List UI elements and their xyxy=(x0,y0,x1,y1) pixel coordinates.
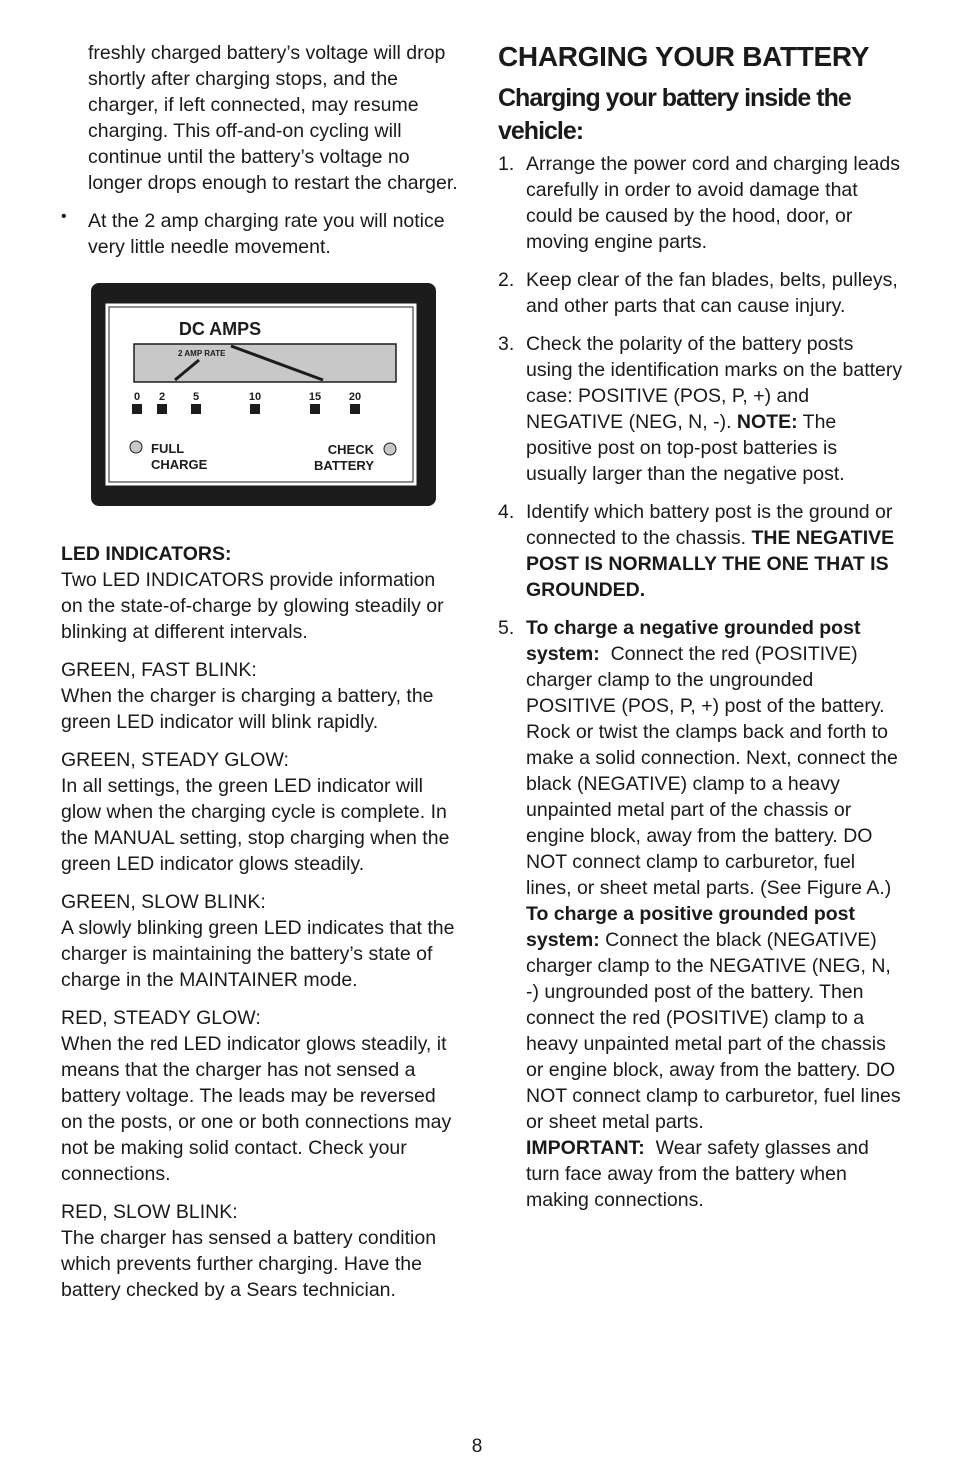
step-text: Arrange the power cord and charging leads carefully in order to avoid damage that could be caused by the hood, door, or moving engine parts. xyxy=(526,153,900,253)
tick-label-10: 10 xyxy=(248,391,262,403)
tick-label-0: 0 xyxy=(133,391,141,403)
indicator-green-fast-blink xyxy=(61,657,461,735)
steps-list xyxy=(498,151,903,1213)
indicator-text: A slowly blinking green LED indicates that the charger is maintaining the battery’s state of charge in the MAINTAINER mode. xyxy=(61,917,455,991)
positive-ground-label: To charge a positive grounded post system: xyxy=(526,903,856,951)
bullet-text: At the 2 amp charging rate you will notice very little needle movement. xyxy=(88,210,445,258)
meter-scale-bar xyxy=(134,344,396,382)
indicator-title: GREEN, SLOW BLINK: xyxy=(61,891,266,913)
page-number: 8 xyxy=(471,1436,483,1457)
positive-ground-text: Connect the black (NEGATIVE) charger clamp to the NEGATIVE (NEG, N, -) ungrounded post of the battery. Then connect the red (POSITIVE) clamp to a heavy unpainted metal part of the chassis or engine block, away from the battery. DO NOT connect clamp to carburetor, fuel lines or sheet metal parts. xyxy=(526,929,901,1133)
indicator-title: RED, SLOW BLINK: xyxy=(61,1201,238,1223)
bullet-dot: • xyxy=(61,208,67,225)
indicator-red-slow-blink xyxy=(61,1199,461,1303)
step-4 xyxy=(498,499,903,603)
rate-label: 2 AMP RATE xyxy=(178,349,226,358)
step-text: Keep clear of the fan blades, belts, pulleys, and other parts that can cause injury. xyxy=(526,269,898,317)
important-text: Wear safety glasses and turn face away from the battery when making connections. xyxy=(526,1137,869,1211)
tick-mark-2 xyxy=(157,404,167,414)
indicator-text: The charger has sensed a battery condition which prevents further charging. Have the battery checked by a Sears technician. xyxy=(61,1227,437,1301)
tick-label-5: 5 xyxy=(192,391,200,403)
step-1 xyxy=(498,151,903,255)
indicator-title: GREEN, FAST BLINK: xyxy=(61,659,257,681)
negative-ground-label: To charge a negative grounded post system: xyxy=(526,617,861,665)
tick-label-2: 2 xyxy=(158,391,166,403)
tick-mark-0 xyxy=(132,404,142,414)
full-charge-label-line1: FULL xyxy=(151,441,185,456)
note-text: The positive post on top-post batteries is usually larger than the negative post. xyxy=(526,411,845,485)
check-battery-label-line2: BATTERY xyxy=(314,458,374,473)
step-number: 2. xyxy=(498,269,515,291)
indicator-green-slow-blink xyxy=(61,889,461,993)
left-column xyxy=(61,40,461,1303)
step-number: 5. xyxy=(498,617,515,639)
tick-mark-5 xyxy=(191,404,201,414)
indicator-text: When the charger is charging a battery, the green LED indicator will blink rapidly. xyxy=(61,685,434,733)
grounded-warning: THE NEGATIVE POST IS NORMALLY THE ONE THAT IS GROUNDED. xyxy=(526,527,895,601)
indicator-title: RED, STEADY GLOW: xyxy=(61,1007,261,1029)
step-text: Identify which battery post is the ground or connected to the chassis. xyxy=(526,501,893,549)
check-battery-led-icon xyxy=(384,443,396,455)
step-number: 1. xyxy=(498,153,515,175)
full-charge-led-icon xyxy=(130,441,142,453)
tick-label-20: 20 xyxy=(348,391,362,403)
tick-label-15: 15 xyxy=(308,391,322,403)
section-subheading: Charging your battery inside the vehicle: xyxy=(498,84,851,145)
meter-svg xyxy=(91,283,436,506)
tick-mark-10 xyxy=(250,404,260,414)
indicator-red-steady-glow xyxy=(61,1005,461,1187)
step-2 xyxy=(498,267,903,319)
section-heading: CHARGING YOUR BATTERY xyxy=(498,41,870,72)
indicator-title: GREEN, STEADY GLOW: xyxy=(61,749,289,771)
led-indicators-intro: Two LED INDICATORS provide information on the state-of-charge by glowing steadily or blinking at different intervals. xyxy=(61,569,444,643)
tick-mark-20 xyxy=(350,404,360,414)
continuation-paragraph: freshly charged battery’s voltage will drop shortly after charging stops, and the charger, if left connected, may resume charging. This off-and-on cycling will continue until the battery’s voltage no longer drops enough to restart the charger. xyxy=(88,42,458,194)
check-battery-label-line1: CHECK xyxy=(327,442,374,457)
meter-title: DC AMPS xyxy=(178,319,262,339)
full-charge-label-line2: CHARGE xyxy=(151,457,208,472)
step-text: Check the polarity of the battery posts using the identification marks on the battery case: POSITIVE (POS, P, +) and NEGATIVE (NEG, N, -). xyxy=(526,333,903,433)
important-label: IMPORTANT: xyxy=(526,1137,645,1159)
step-5 xyxy=(498,615,903,1213)
indicator-green-steady-glow xyxy=(61,747,461,877)
tick-mark-15 xyxy=(310,404,320,414)
indicator-text: When the red LED indicator glows steadily, it means that the charger has not sensed a battery voltage. The leads may be reversed on the posts, or one or both connections may not be making solid contact. Check your connections. xyxy=(61,1033,452,1185)
bullet-item xyxy=(61,208,461,260)
step-number: 3. xyxy=(498,333,515,355)
led-indicators-heading: LED INDICATORS: xyxy=(61,543,232,565)
note-label: NOTE: xyxy=(736,411,798,433)
dc-amps-meter-figure xyxy=(91,283,436,506)
indicator-text: In all settings, the green LED indicator will glow when the charging cycle is complete. In the MANUAL setting, stop charging when the green LED indicator glows steadily. xyxy=(61,775,450,875)
step-number: 4. xyxy=(498,501,515,523)
right-column xyxy=(498,40,903,1225)
negative-ground-text: Connect the red (POSITIVE) charger clamp to the ungrounded POSITIVE (POS, P, +) post of the battery. Rock or twist the clamps back and forth to make a solid connection. Next, connect the black (NEGATIVE) clamp to a heavy unpainted metal part of the chassis or engine block, away from the battery. DO NOT connect clamp to carburetor, fuel lines, or sheet metal parts. (See Figure A.) xyxy=(526,643,898,899)
step-3 xyxy=(498,331,903,487)
